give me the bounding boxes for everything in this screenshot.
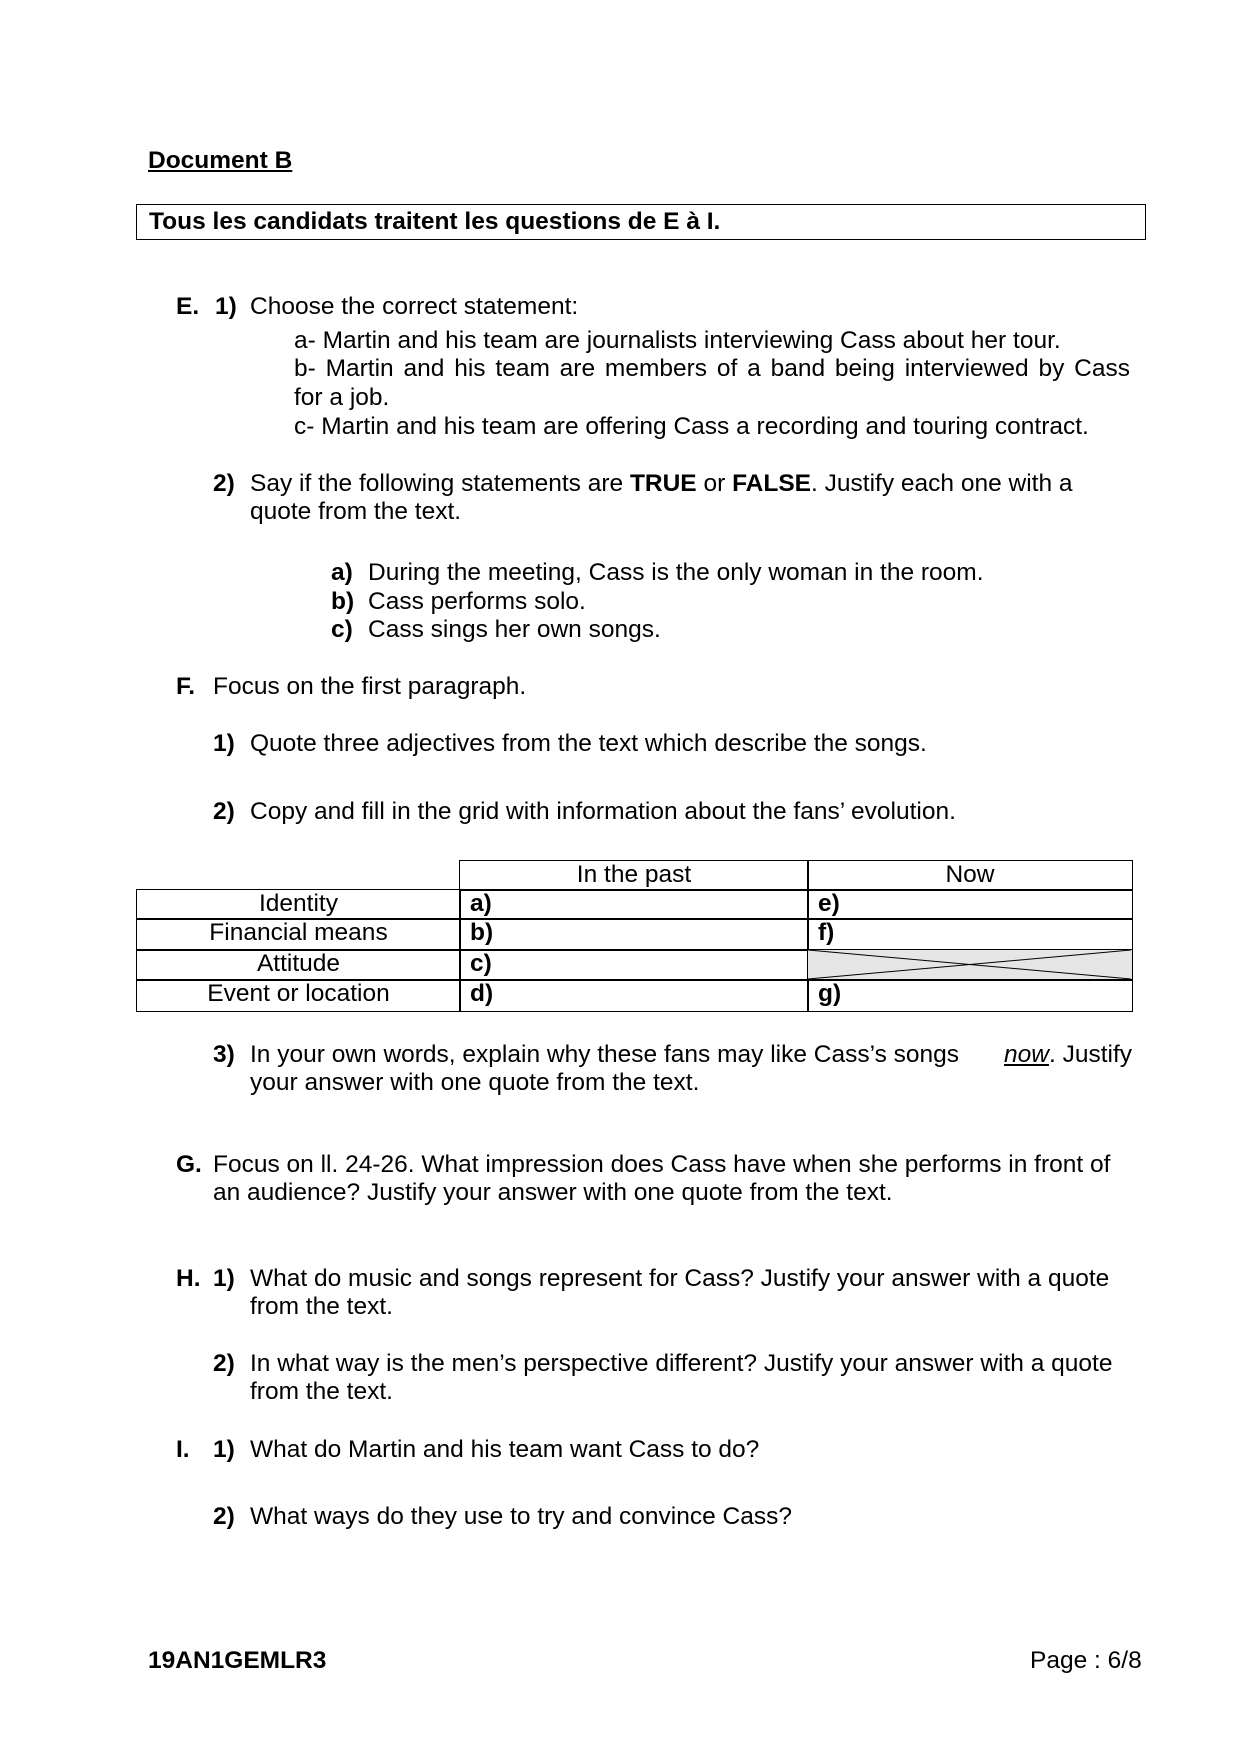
h-q1-text-line2: from the text.: [250, 1293, 393, 1320]
g-text-line2: an audience? Justify your answer with one quote from the text.: [213, 1179, 893, 1206]
f-intro: Focus on the first paragraph.: [213, 673, 527, 700]
grid-cell-now: e): [807, 889, 1133, 920]
f-q1-text: Quote three adjectives from the text which describe the songs.: [250, 730, 927, 757]
instruction-text: Tous les candidats traitent les questions de E à I.: [149, 208, 721, 235]
h-q1-text: What do music and songs represent for Cass? Justify your answer with a quote: [250, 1265, 1110, 1292]
document-title: Document B: [148, 147, 293, 174]
i-q1-text: What do Martin and his team want Cass to do?: [250, 1436, 760, 1463]
grid-cell-past: b): [459, 918, 809, 951]
h-q2-text: In what way is the men’s perspective different? Justify your answer with a quote: [250, 1350, 1113, 1377]
e-q2-stmt-b-label: b): [331, 588, 355, 615]
e-q1-option-c: c- Martin and his team are offering Cass a recording and touring contract.: [294, 413, 1089, 440]
e-q1-number: 1): [215, 293, 237, 320]
grid-cell-now: f): [807, 918, 1133, 951]
f-q1-number: 1): [213, 730, 235, 757]
grid-cell-now: g): [807, 979, 1133, 1012]
grid-cell-past: a): [459, 889, 809, 920]
grid-cell-past: d): [459, 979, 809, 1012]
e-q2-stmt-a: During the meeting, Cass is the only woman in the room.: [368, 559, 984, 586]
e-q1-option-a: a- Martin and his team are journalists interviewing Cass about her tour.: [294, 327, 1061, 354]
f-q3-number: 3): [213, 1041, 235, 1068]
section-e-letter: E.: [176, 293, 200, 320]
instruction-box: [136, 204, 1146, 240]
f-q3-text-line2: your answer with one quote from the text.: [250, 1069, 700, 1096]
e-q2-text: Say if the following statements are TRUE or FALSE. Justify each one with a: [250, 470, 1073, 497]
h-q2-text-line2: from the text.: [250, 1378, 393, 1405]
grid-row-label: Financial means: [136, 918, 461, 951]
cross-out-lines: [808, 950, 1131, 979]
e-q1-text: Choose the correct statement:: [250, 293, 579, 320]
h-q1-number: 1): [213, 1265, 235, 1292]
grid-cell-past: c): [459, 949, 809, 981]
e-q2-stmt-a-label: a): [331, 559, 353, 586]
i-q2-number: 2): [213, 1503, 235, 1530]
section-h-letter: H.: [176, 1265, 201, 1292]
grid-header-now: Now: [807, 860, 1133, 891]
f-q2-number: 2): [213, 798, 235, 825]
i-q2-text: What ways do they use to try and convince Cass?: [250, 1503, 792, 1530]
g-text: Focus on ll. 24-26. What impression does Cass have when she performs in front of: [213, 1151, 1111, 1178]
e-q2-stmt-c: Cass sings her own songs.: [368, 616, 661, 643]
e-q2-number: 2): [213, 470, 235, 497]
e-q2-text-line2: quote from the text.: [250, 498, 462, 525]
e-q2-stmt-c-label: c): [331, 616, 353, 643]
footer-page-number: Page : 6/8: [1030, 1647, 1142, 1674]
section-f-letter: F.: [176, 673, 196, 700]
i-q1-number: 1): [213, 1436, 235, 1463]
e-q1-option-b-cont: for a job.: [294, 384, 390, 411]
grid-crossed-cell: [807, 949, 1133, 981]
grid-row-label: Attitude: [136, 949, 461, 981]
section-i-letter: I.: [176, 1436, 190, 1463]
section-g-letter: G.: [176, 1151, 202, 1178]
e-q1-option-b: b- Martin and his team are members of a band being interviewed by Cass: [294, 355, 1130, 382]
grid-row-label: Event or location: [136, 979, 461, 1012]
h-q2-number: 2): [213, 1350, 235, 1377]
f-q3-text: In your own words, explain why these fans may like Cass’s songs now. Justify: [250, 1041, 1132, 1068]
fans-evolution-grid: [136, 860, 1133, 1012]
footer-code: 19AN1GEMLR3: [148, 1647, 327, 1674]
e-q2-stmt-b: Cass performs solo.: [368, 588, 586, 615]
grid-row-label: Identity: [136, 889, 461, 920]
f-q2-text: Copy and fill in the grid with information about the fans’ evolution.: [250, 798, 956, 825]
grid-header-past: In the past: [459, 860, 809, 891]
